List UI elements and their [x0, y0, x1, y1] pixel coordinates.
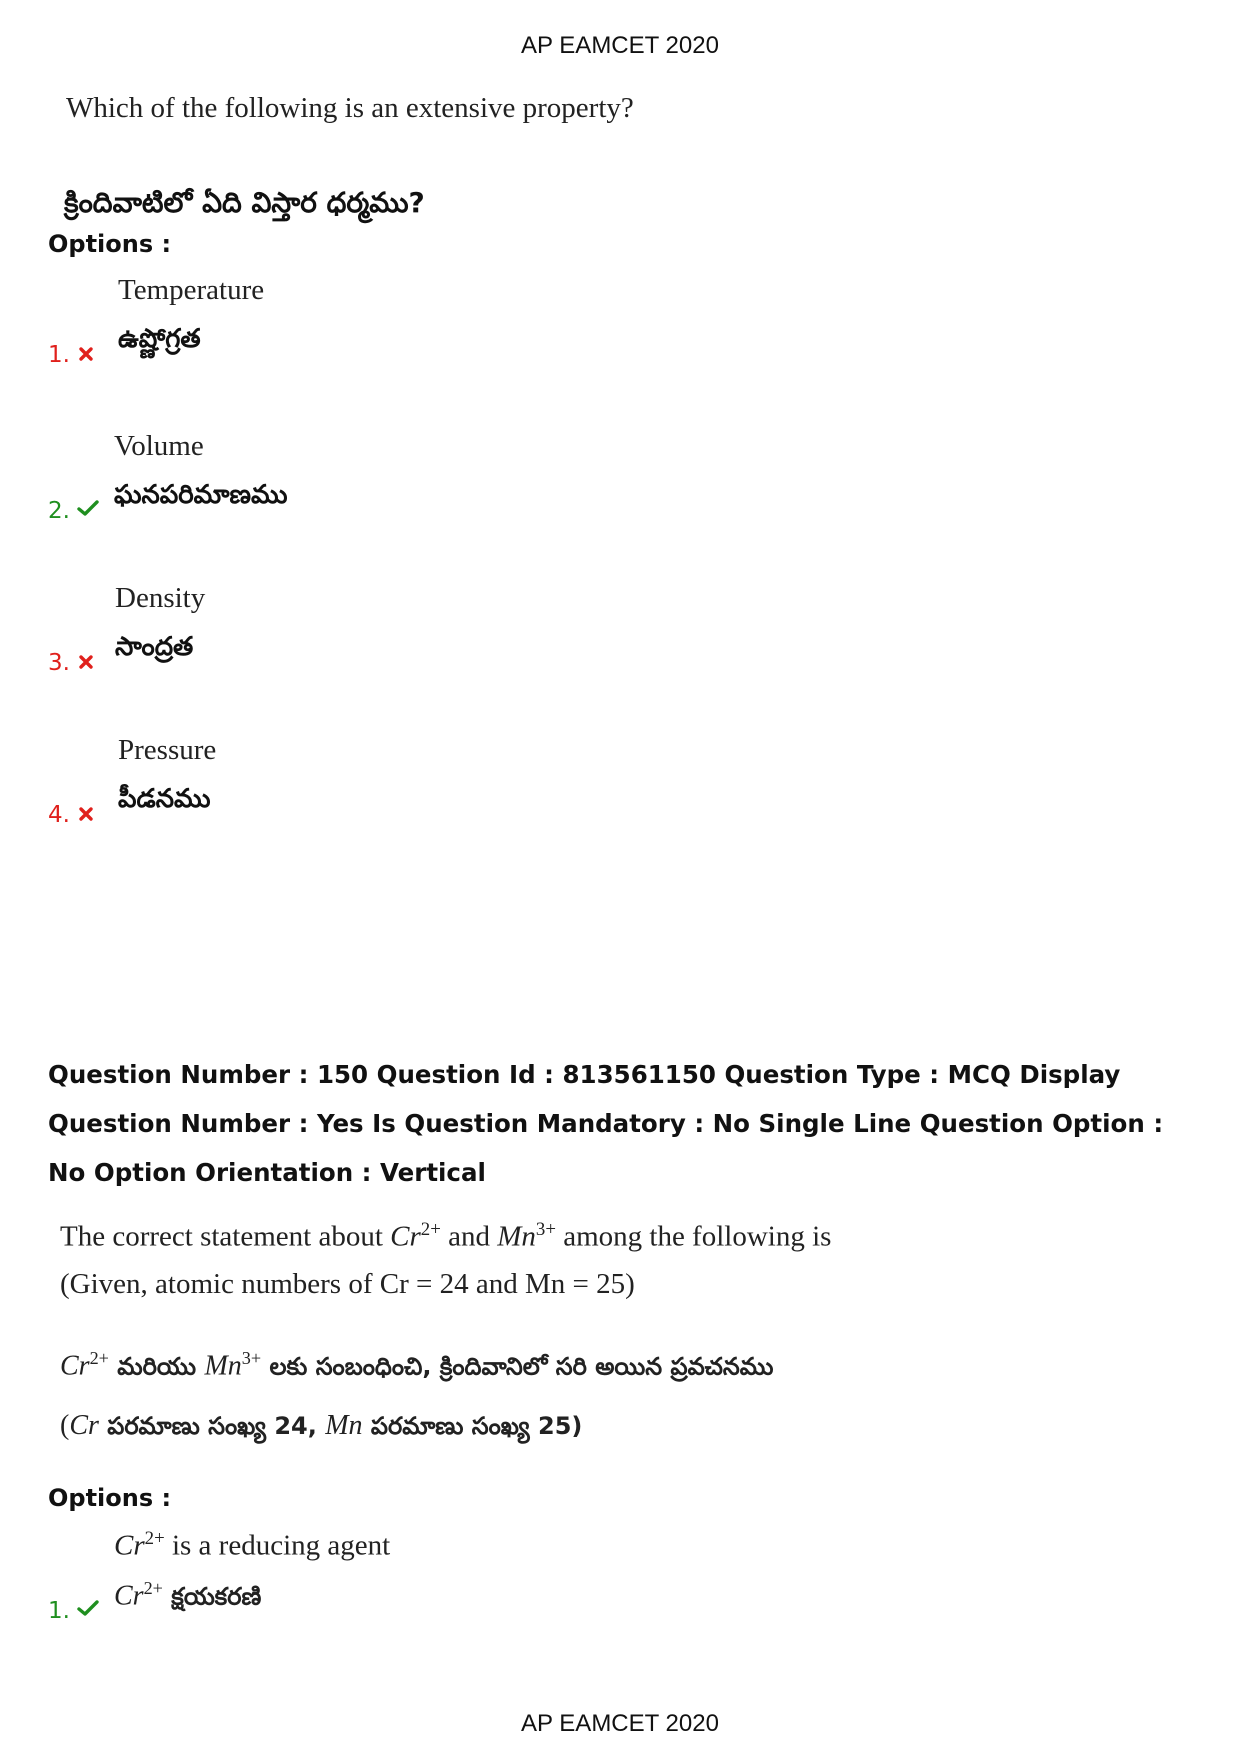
cross-icon — [76, 344, 96, 364]
option-number: 1. — [48, 1598, 70, 1624]
check-icon — [76, 498, 100, 518]
question-line-1: The correct statement about $Cr^{2+}$ and $Mn^{3+}$ among the following is — [60, 1219, 832, 1253]
option-3[interactable] — [48, 582, 948, 732]
option-text-english: Density — [115, 582, 206, 614]
option-text-english: Pressure — [118, 734, 217, 766]
options-label: Options : — [48, 1484, 172, 1512]
question-line-2: (Given, atomic numbers of Cr = 24 and Mn = 25) — [60, 1267, 635, 1300]
question-text-telugu — [60, 1328, 773, 1456]
cross-icon — [76, 652, 96, 672]
question-text-telugu: క్రిందివాటిలో ఏది విస్తార ధర్మము? — [64, 186, 425, 219]
option-text-english: $Cr^{2+}$ is a reducing agent — [114, 1528, 391, 1562]
option-1[interactable] — [48, 1528, 948, 1678]
question-text-english — [60, 1206, 831, 1308]
option-4[interactable] — [48, 734, 948, 884]
option-text-telugu: పీడనము — [118, 784, 211, 814]
option-text-telugu: ఉష్ణోగ్రత — [118, 324, 201, 354]
cross-icon — [76, 804, 96, 824]
option-text-telugu: $Cr^{2+}$ క్షయకరణి — [114, 1578, 262, 1612]
option-text-english: Volume — [114, 430, 204, 462]
option-2[interactable] — [48, 430, 948, 580]
option-number: 1. — [48, 342, 70, 368]
option-number: 3. — [48, 650, 70, 676]
option-text-english: Temperature — [118, 274, 265, 306]
question-te-line-1: $Cr^{2+}$ మరియు $Mn^{3+}$ లకు సంబంధించి, క్రిందివానిలో సరి అయిన ప్రవచనము — [60, 1348, 774, 1382]
check-icon — [76, 1598, 100, 1618]
option-1[interactable] — [48, 274, 948, 424]
option-text-telugu: సాంద్రత — [115, 632, 194, 662]
page-footer: AP EAMCET 2020 — [521, 1710, 719, 1737]
question-te-line-2: (Cr పరమాణు సంఖ్య 24, Mn పరమాణు సంఖ్య 25) — [60, 1410, 583, 1442]
option-number: 2. — [48, 498, 70, 524]
page-header: AP EAMCET 2020 — [521, 32, 719, 59]
option-text-telugu: ఘనపరిమాణము — [114, 480, 288, 510]
option-number: 4. — [48, 802, 70, 828]
options-label: Options : — [48, 230, 172, 258]
question-metadata: Question Number : 150 Question Id : 813561150 Question Type : MCQ Display Question Number : Yes Is Question Mandatory : No Single Line Question Option : No Option Orientation : Vertical — [48, 1060, 1164, 1187]
question-text-english: Which of the following is an extensive property? — [66, 92, 634, 124]
